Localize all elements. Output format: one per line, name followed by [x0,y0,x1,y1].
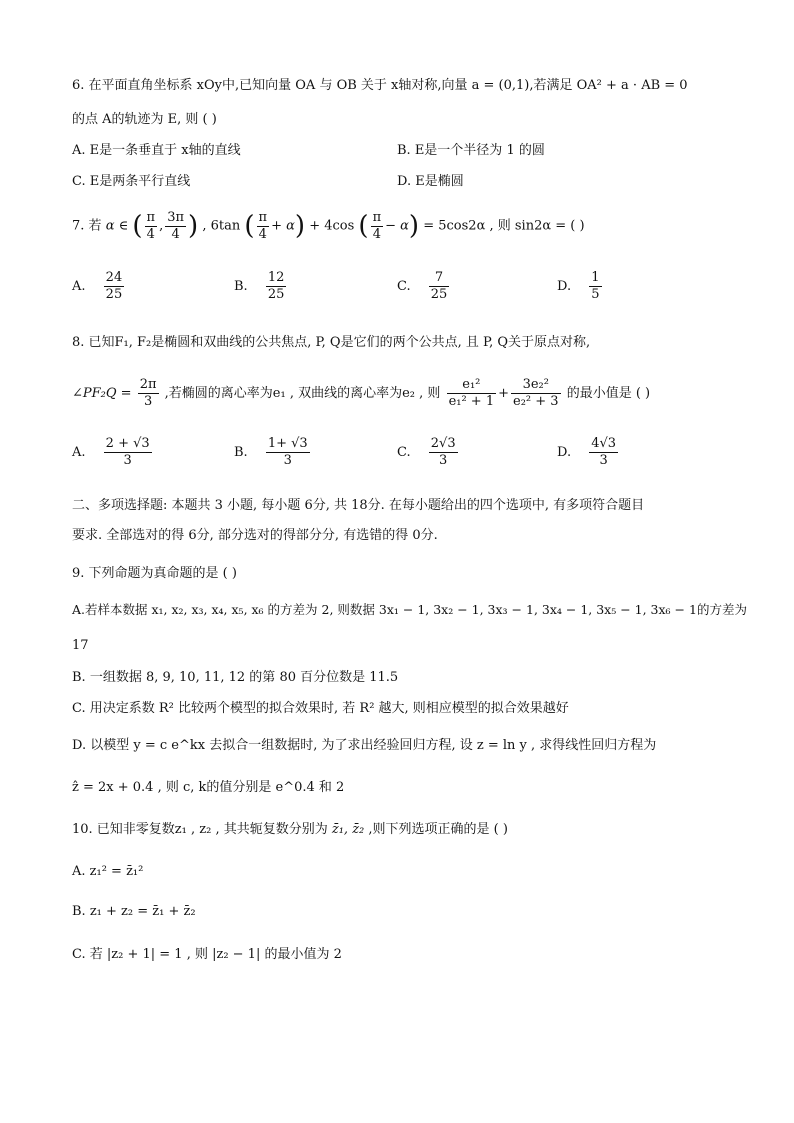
q6-stem-line2: 的点 A的轨迹为 E, 则 ( ) [72,112,217,127]
q7-option-a: A. $\frac{24}{25}$ [72,270,123,302]
q6-stem-line1: 6. 在平面直角坐标系 xOy中,已知向量 OA 与 OB 关于 x轴对称,向量 a = (0,1),若满足 OA² + a · AB = 0 [72,78,688,93]
section2-intro-line1: 二、多项选择题: 本题共 3 小题, 每小题 6分, 共 18分. 在每小题给出的四个选项中, 有多项符合题目 [72,498,645,513]
section2-intro-line2: 要求. 全部选对的得 6分, 部分选对的得部分分, 有选错的得 0分. [72,528,438,543]
q8-option-a: A. $\frac{2 + √3}{3}$ [72,436,150,468]
q8-option-c: C. $\frac{2√3}{3}$ [397,436,456,468]
q10-option-b: B. z₁ + z₂ = z̄₁ + z̄₂ [72,904,196,919]
q8-option-b: B. $\frac{1+ √3}{3}$ [234,436,308,468]
q7-prefix: 7. 若 [72,218,102,234]
q7-option-c: C. $\frac{7}{25}$ [397,270,448,302]
q8-option-d: D. $\frac{4√3}{3}$ [557,436,617,468]
q7-mid: , 6tan [202,218,241,234]
q6-option-b: B. E是一个半径为 1 的圆 [397,143,545,158]
q9-option-a-line1: A.若样本数据 x₁, x₂, x₃, x₄, x₅, x₆ 的方差为 2, 则数据 3x₁ − 1, 3x₂ − 1, 3x₃ − 1, 3x₄ − 1, 3x₅ − 1, 3x₆ − 1的方差为 [72,602,747,617]
q7-suffix: = 5cos2α , 则 sin2α = ( ) [423,218,585,234]
q7-mid2: + 4cos [309,218,355,234]
q9-option-c: C. 用决定系数 R² 比较两个模型的拟合效果时, 若 R² 越大, 则相应模型的拟合效果越好 [72,701,569,716]
q9-option-b: B. 一组数据 8, 9, 10, 11, 12 的第 80 百分位数是 11.5 [72,670,399,685]
q9-option-d-line2: ẑ = 2x + 0.4 , 则 c, k的值分别是 e^0.4 和 2 [72,780,345,795]
q8-stem-line1: 8. 已知F₁, F₂是椭圆和双曲线的公共焦点, P, Q是它们的两个公共点, 且 P, Q关于原点对称, [72,335,591,350]
q8-text2: 的最小值是 ( ) [566,386,651,401]
q7-option-d: D. $\frac{1}{5}$ [557,270,600,302]
q7-alpha: α ∈ [105,218,129,234]
q6-option-c: C. E是两条平行直线 [72,174,191,189]
q8-text1: ,若椭圆的离心率为e₁ , 双曲线的离心率为e₂ , 则 [164,386,441,401]
q9-stem: 9. 下列命题为真命题的是 ( ) [72,566,237,581]
q10-option-c: C. 若 |z₂ + 1| = 1 , 则 |z₂ − 1| 的最小值为 2 [72,947,342,962]
q6-option-a: A. E是一条垂直于 x轴的直线 [72,143,241,158]
q9-option-d-line1: D. 以模型 y = c e^kx 去拟合一组数据时, 为了求出经验回归方程, 设 z = ln y , 求得线性回归方程为 [72,738,657,753]
q10-stem: 10. 已知非零复数z₁ , z₂ , 其共轭复数分别为 z̄₁, z̄₂ ,则下列选项正确的是 ( ) [72,822,508,837]
q9-option-a-line2: 17 [72,638,89,653]
q10-option-a: A. z₁² = z̄₁² [72,864,144,879]
q10-conjugates: z̄₁, z̄₂ [331,822,365,837]
q8-stem-line2: ∠PF₂Q = $\frac{2\pi}{3}$ ,若椭圆的离心率为e₁ , 双曲线的离心率为e₂ , 则 $\frac{\text{e₁²}}{\text{e₁² + 1}}$ + $\frac{\text{3e₂²}}{\text{e₂² + 3}}$ 的最小值是 ( ) [72,377,651,409]
q7-stem: 7. 若 α ∈ ( $\frac{\pi}{4}$ , $\frac{3\pi}{4}$ ) , 6tan ( $\frac{\pi}{4}$ + α) + 4cos ( $\frac{\pi}{4}$ − α) = 5cos2α , 则 sin2α = ( ) [72,209,585,242]
q7-option-b: B. $\frac{12}{25}$ [234,270,285,302]
q8-angle: ∠PF₂Q = [72,386,132,401]
q6-option-d: D. E是椭圆 [397,174,464,189]
